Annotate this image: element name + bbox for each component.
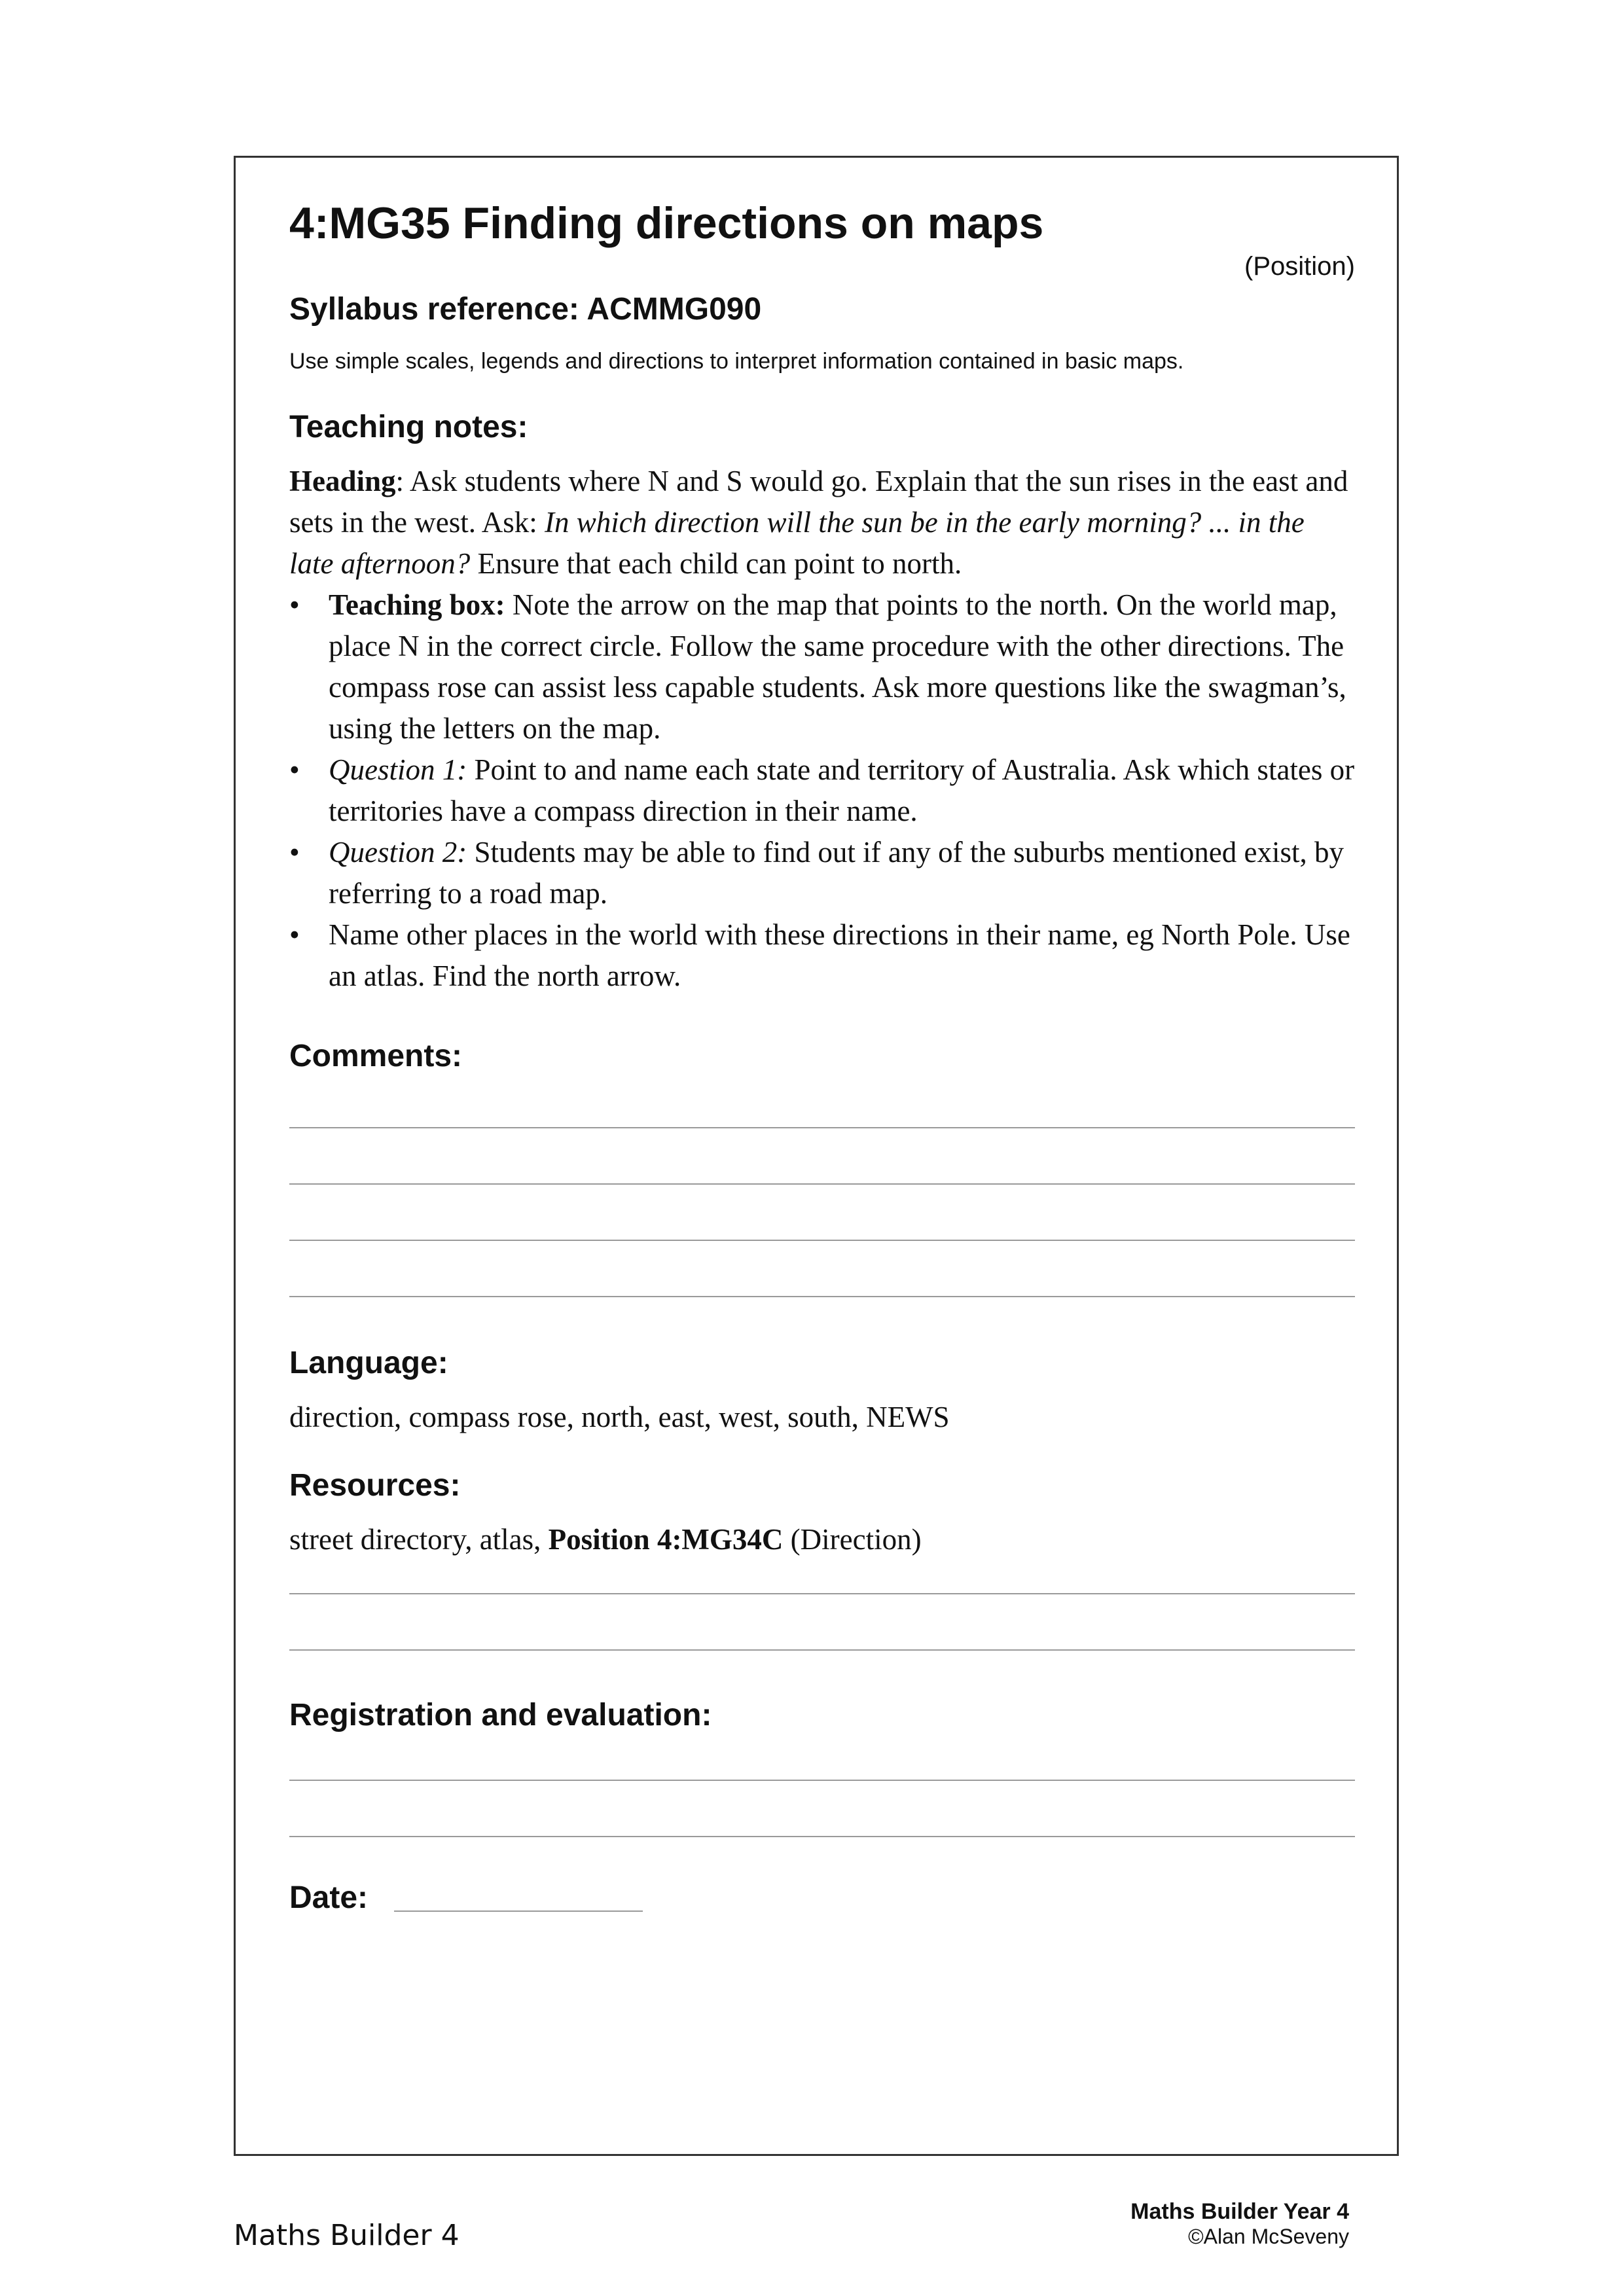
resources-heading: Resources: [289, 1467, 461, 1503]
bullet-icon: • [289, 918, 300, 951]
registration-heading: Registration and evaluation: [289, 1697, 712, 1732]
resources-text [289, 1519, 1355, 1560]
list-item-lead: Teaching box: [329, 588, 505, 621]
date-label: Date: [289, 1880, 369, 1916]
comments-lines [289, 1127, 1355, 1297]
list-item-text: Name other places in the world with these directions in their name, eg North Pole. Use an atlas. Find the north arrow. [329, 918, 1350, 992]
intro-text: : Ask students where N and S would go. Explain that the sun rises in the east and sets in the west. Ask: [289, 464, 1348, 539]
teaching-notes-intro [289, 461, 1355, 584]
list-item [289, 832, 1355, 914]
list-item [289, 749, 1355, 832]
worksheet-frame [234, 156, 1399, 2156]
list-item [289, 914, 1355, 997]
syllabus-description: Use simple scales, legends and directions to interpret information contained in basic maps. [289, 349, 1184, 374]
resources-text-end: (Direction) [783, 1522, 922, 1556]
language-heading: Language: [289, 1346, 448, 1381]
bullet-icon: • [289, 588, 300, 621]
footer-credits [1130, 2199, 1349, 2249]
category-label: (Position) [1244, 251, 1355, 281]
resources-text-start: street directory, atlas, [289, 1522, 549, 1556]
page-title: 4:MG35 Finding directions on maps [289, 198, 1044, 248]
comments-heading: Comments: [289, 1038, 463, 1073]
intro-label: Heading [289, 464, 396, 497]
list-item [289, 584, 1355, 749]
worksheet-content [289, 197, 1355, 1917]
language-text: direction, compass rose, north, east, west, south, NEWS [289, 1400, 950, 1433]
comment-line [289, 1183, 1355, 1185]
resources-lines [289, 1593, 1355, 1651]
comment-line [289, 1127, 1355, 1128]
registration-lines [289, 1780, 1355, 1837]
resources-line [289, 1593, 1355, 1594]
list-item-text: Students may be able to find out if any of the suburbs mentioned exist, by referring to a road map. [329, 835, 1344, 910]
date-field[interactable] [394, 1910, 643, 1912]
date-row [289, 1879, 1355, 1917]
list-item-lead: Question 2: [329, 835, 467, 869]
registration-line [289, 1780, 1355, 1781]
teaching-notes-heading: Teaching notes: [289, 410, 528, 445]
footer-book-title: Maths Builder Year 4 [1130, 2199, 1349, 2224]
bullet-icon: • [289, 753, 300, 786]
intro-text-end: Ensure that each child can point to north. [470, 547, 962, 580]
list-item-lead: Question 1: [329, 753, 467, 786]
registration-line [289, 1836, 1355, 1837]
comment-line [289, 1296, 1355, 1297]
footer-series-name: Maths Builder 4 [234, 2219, 460, 2252]
bullet-icon: • [289, 835, 300, 869]
syllabus-heading: Syllabus reference: ACMMG090 [289, 291, 762, 327]
footer-copyright: ©Alan McSeveny [1188, 2225, 1349, 2248]
comment-line [289, 1240, 1355, 1241]
teaching-notes-list [289, 584, 1355, 997]
resources-line [289, 1649, 1355, 1651]
resources-link-ref: Position 4:MG34C [548, 1522, 784, 1556]
list-item-text: Point to and name each state and territory of Australia. Ask which states or territories have a compass direction in their name. [329, 753, 1355, 827]
intro-question: In which direction will the sun be in the early morning? ... in the late afternoon? [289, 505, 1305, 580]
list-item-text: Note the arrow on the map that points to the north. On the world map, place N in the correct circle. Follow the same procedure with the other directions. The compass rose can assist less capable students. Ask more questions like the swagman’s, using the letters on the map. [329, 588, 1346, 745]
